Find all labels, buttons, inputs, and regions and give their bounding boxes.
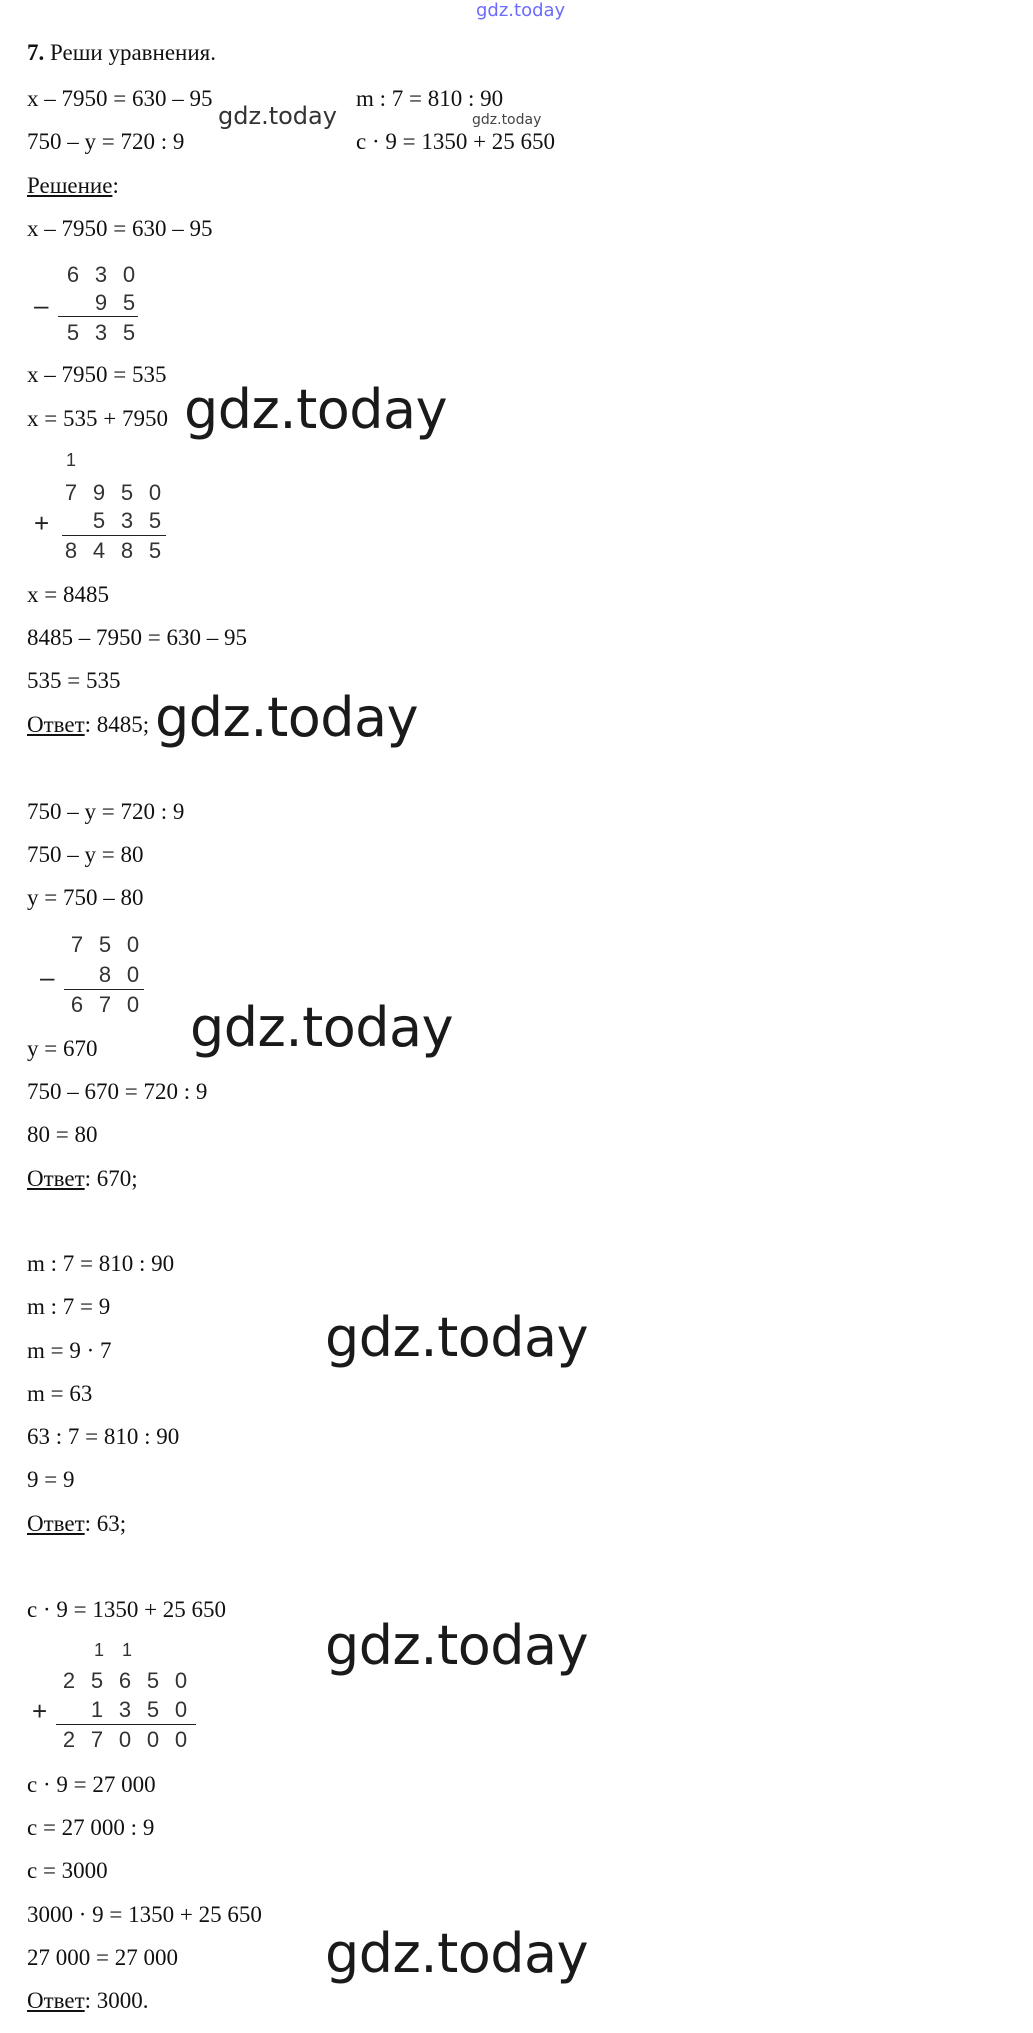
watermark: gdz.today xyxy=(325,1306,589,1369)
part3-line: m = 9 · 7 xyxy=(27,1338,112,1363)
part3-line: m : 7 = 810 : 90 xyxy=(27,1251,175,1276)
part1-line: x = 8485 xyxy=(27,582,109,607)
part2-calc-rule xyxy=(64,989,144,990)
part2-answer: Ответ: 670; xyxy=(27,1166,138,1191)
watermark: gdz.today xyxy=(155,686,419,749)
part4-calc-rule xyxy=(56,1724,196,1725)
part4-line: c = 27 000 : 9 xyxy=(27,1815,155,1840)
part3-answer: Ответ: 63; xyxy=(27,1511,127,1536)
part1-line: x = 535 + 7950 xyxy=(27,406,168,431)
given-eq-1: x – 7950 = 630 – 95 xyxy=(27,86,213,111)
part4-line: c · 9 = 27 000 xyxy=(27,1772,156,1797)
task-title: Реши уравнения. xyxy=(50,40,216,65)
part1-calc2-rule xyxy=(62,535,166,536)
watermark: gdz.today xyxy=(190,996,454,1059)
part3-line: 9 = 9 xyxy=(27,1467,75,1492)
part2-calc-sign: – xyxy=(40,962,55,992)
watermark: gdz.today xyxy=(472,112,542,128)
part2-line: 750 – y = 80 xyxy=(27,842,144,867)
part3-line: 63 : 7 = 810 : 90 xyxy=(27,1424,180,1449)
part1-line: x – 7950 = 630 – 95 xyxy=(27,216,213,241)
part2-line: 750 – y = 720 : 9 xyxy=(27,799,185,824)
watermark: gdz.today xyxy=(218,102,337,130)
part1-line: 535 = 535 xyxy=(27,668,121,693)
part1-answer: Ответ: 8485; xyxy=(27,712,150,737)
part2-line: y = 670 xyxy=(27,1036,98,1061)
given-eq-4: c · 9 = 1350 + 25 650 xyxy=(356,129,556,154)
part2-line: 750 – 670 = 720 : 9 xyxy=(27,1079,208,1104)
given-eq-3: 750 – y = 720 : 9 xyxy=(27,129,185,154)
part4-line: c = 3000 xyxy=(27,1858,108,1883)
part3-line: m : 7 = 9 xyxy=(27,1294,111,1319)
part4-line: c · 9 = 1350 + 25 650 xyxy=(27,1597,227,1622)
part4-line: 3000 · 9 = 1350 + 25 650 xyxy=(27,1902,262,1927)
task-heading xyxy=(27,40,216,66)
task-number: 7. xyxy=(27,40,45,65)
part1-line: 8485 – 7950 = 630 – 95 xyxy=(27,625,247,650)
part4-answer: Ответ: 3000. xyxy=(27,1988,149,2013)
part1-line: x – 7950 = 535 xyxy=(27,362,167,387)
part1-calc-rule xyxy=(58,316,138,317)
part1-calc2-sign: + xyxy=(34,508,50,538)
given-eq-2: m : 7 = 810 : 90 xyxy=(356,86,504,111)
watermark: gdz.today xyxy=(184,378,448,441)
watermark-top: gdz.today xyxy=(476,0,566,21)
part3-line: m = 63 xyxy=(27,1381,93,1406)
part4-line: 27 000 = 27 000 xyxy=(27,1945,178,1970)
part1-calc-sign: – xyxy=(34,290,49,320)
part4-calc-sign: + xyxy=(32,1696,48,1726)
part2-line: 80 = 80 xyxy=(27,1122,98,1147)
part2-line: y = 750 – 80 xyxy=(27,885,144,910)
watermark: gdz.today xyxy=(325,1922,589,1985)
watermark: gdz.today xyxy=(325,1614,589,1677)
solution-label: Решение: xyxy=(27,173,119,198)
